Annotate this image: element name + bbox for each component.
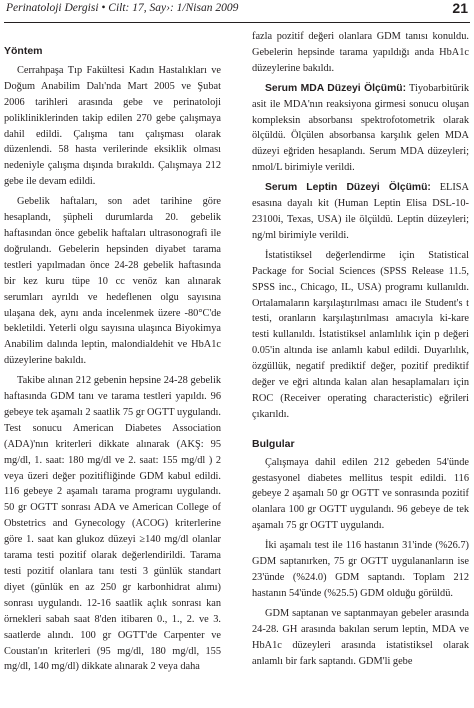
right-column [252, 29, 469, 669]
methods-paragraph: Takibe alınan 212 gebenin hepsine 24-28 gebelik haftasında GDM tanı ve tarama testleri yapıldı. 96 gebeye tek aşamalı 2 saatlik 75 gr OGTT uygulandı. Test sonucu American Diabetes Association (ADA)'nın kriterleri dikkate alınarak (AKŞ: 95 mg/dl, 1. saat: 180 mg/dl ve 2. saat: 155 mg/dl ) 2 veya üzeri değer pozitifliğinde GDM kabul edildi. 116 gebeye 2 aşamalı tarama programı uygulandı. 50 gr OGTT sonrası ADA ve American College of Obstetrics and Gynecology (ACOG) kriterlerine göre 1. saat kan glukoz düzeyi ≥140 mg/dl olanlar tarama testi pozitif olarak değerlendirildi. Tarama testi pozitif olanlara tanı testi 3 günlük standart diyet (günlük en az 250 gr karbonhidrat alımı) sonrası uygulandı. 12-16 saatlik açlık sonrası kan örnekleri sabah saat 8'den itibaren 0., 1., 2. ve 3. saatlerde alındı. 100 gr OGTT'de Carpenter ve Coustan'ın kriterleri (95 mg/dl, 180 mg/dl, 155 mg/dl, 140 mg/dl) dikkate alınarak 2 veya daha [4, 375, 221, 673]
section-heading-results: Bulgular [252, 437, 295, 450]
results-paragraph: İki aşamalı test ile 116 hastanın 31'inde (%26.7) GDM saptanırken, 75 gr OGTT uygulananların ise 23'ünde (%24.0) GDM saptandı. Toplam 212 hastanın 54'ünde (%25.5) GDM olduğu görüldü. [252, 540, 469, 599]
left-column [4, 29, 221, 675]
paragraph-text: fazla pozitif değeri olanlara GDM tanısı konuldu. Gebelerin hepsinde tarama yapıldığı anda HbA1c düzeylerine bakıldı. [252, 31, 469, 74]
methods-paragraph: Cerrahpaşa Tıp Fakültesi Kadın Hastalıkları ve Doğum Anabilim Dalı'nda Mart 2005 ve Şubat 2006 tarihleri arasında gebe ve perinatoloji polikliniklerinden takip edilen 270 gebe çalışmaya dahil edildi. Çalışma tanı çalışması olarak düzenlendi. 58 hasta verilerinde eksiklik olması nedeniyle çalışma dışında bırakıldı. Çalışmaya 212 gebe ile devam edildi. [4, 64, 221, 188]
paragraph-text: Tiyobarbitürik asit ile MDA'nın reaksiyona girmesi sonucu oluşan kompleksin absorbansı spektrofotometrik olarak ölçüldü. Ölçülen absorbansa karşılık gelen MDA düzeyi eğriden hesaplandı. Serum MDA düzeyleri; nmol/L birimiyle verildi. [252, 82, 469, 174]
section-heading-methods: Yöntem [4, 45, 43, 57]
journal-citation: Perinatoloji Dergisi • Cilt: 17, Say›: 1/Nisan 2009 [6, 2, 239, 14]
leptin-subheading: Serum Leptin Düzeyi Ölçümü: [265, 182, 431, 194]
methods-paragraph: Gebelik haftaları, son adet tarihine göre hesaplandı, şüpheli durumlarda 20. gebelik haftasından önce gebelik haftaları ultrasonografi ile doğrulandı. Gebelerin hepsinden diyabet tarama testleri yapılmadan önce 24-28 gebelik haftasında bir kez kuru tüpe 10 cc venöz kan alınarak serumları ayrıldı ve hedeflenen olgu sayısına ulaşana dek, aynı anda incelenmek üzere -80°C'de bekletildi. Yeterli olgu sayısına ulaşınca Biyokimya Anabilim dalında leptin, malondialdehit ve HbA1c düzeylerine bakıldı. [4, 196, 221, 367]
mda-subheading: Serum MDA Düzeyi Ölçümü: [265, 82, 407, 94]
mda-measurement-paragraph [252, 81, 469, 176]
methods-paragraph-continued [252, 29, 469, 77]
results-paragraph: Çalışmaya dahil edilen 212 gebeden 54'ünde gestasyonel diabetes mellitus tespit edildi. 116 gebeye 2 aşamalı 50 gr OGTT ve sonrasında pozitif olanlara 100 gr OGTT uygulandı. 96 gebeye de tek aşamalı 75 gr OGTT uygulandı. [252, 456, 469, 532]
statistics-paragraph [252, 248, 469, 423]
page-number: 21 [452, 0, 468, 16]
paragraph-text: İstatistiksel değerlendirme için Statistical Package for Social Sciences (SPSS Release 11.5, SPSS inc., Chicago, IL, USA) programı kullanıldı. Ortalamaların karşılaştırılması amacı ile Student's t testi, oranların karşılaştırılması amacıyla ki-kare testi kullanıldı. İstatistiksel anlamlılık için p değeri 0.05'in altında ise anlamlı kabul edildi. Duyarlılık, özgüllük, negatif prediktif değer, pozitif prediktif değer ve eğri altında kalan alan hesaplamaları için ROC (Receiver operating characteristic) eğrileri çıkarıldı. [252, 249, 469, 420]
leptin-measurement-paragraph [252, 180, 469, 244]
results-paragraph: GDM saptanan ve saptanmayan gebeler arasında 24-28. GH arasında bakılan serum leptin, MDA ve HbA1c düzeyleri arasında istatistiksel olarak anlamlı bir fark saptandı. GDM'li gebe [252, 607, 469, 667]
paragraph-text: ELISA esasına dayalı kit (Human Leptin Elisa DSL-10-23100i, Texas, USA) ile ölçüldü. Leptin düzeyleri; ng/ml birimiyle verildi. [252, 182, 469, 241]
running-header [4, 0, 470, 23]
